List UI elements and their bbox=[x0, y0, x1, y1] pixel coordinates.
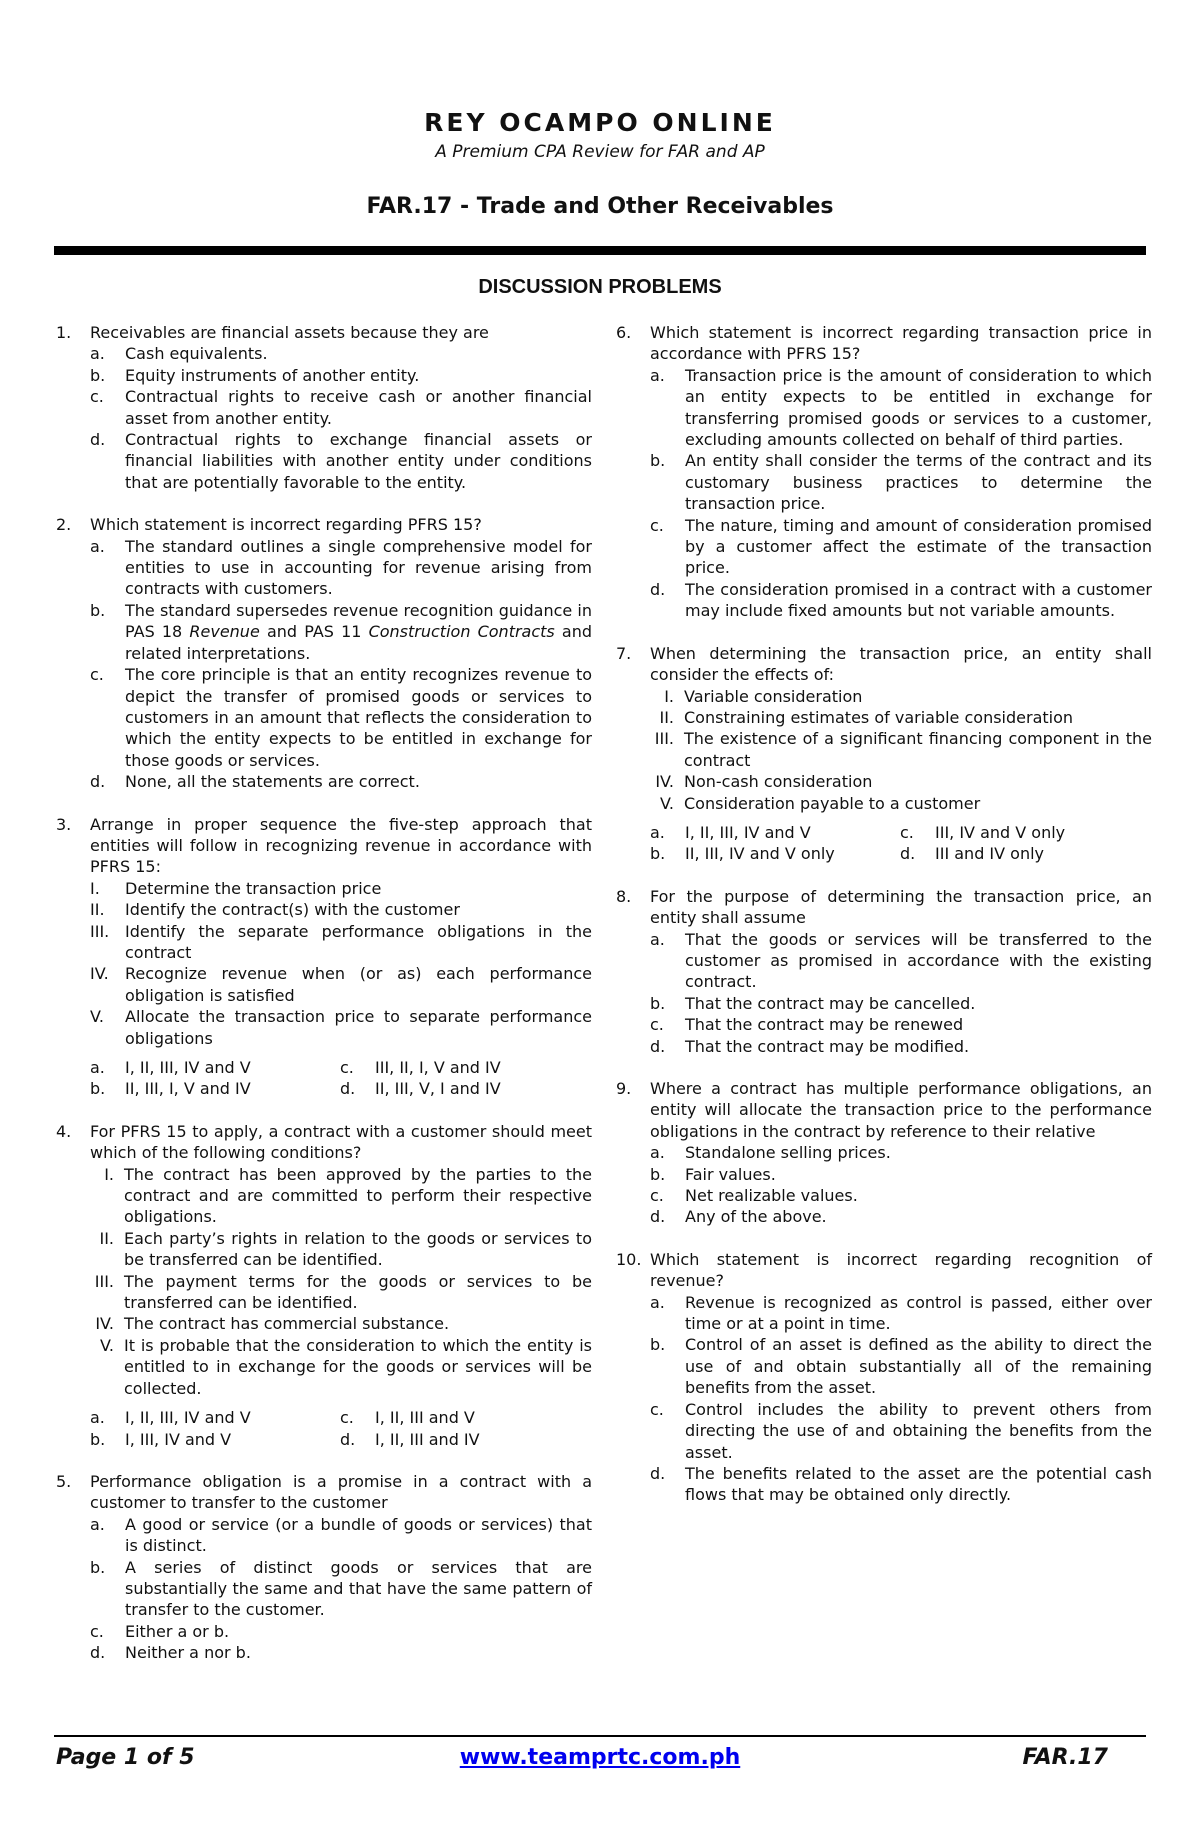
option bbox=[650, 579, 1152, 622]
roman-numeral: III. bbox=[94, 1271, 114, 1291]
option bbox=[650, 1164, 1152, 1185]
roman-item bbox=[650, 771, 1152, 792]
option-text: A series of distinct goods or services that are substantially the same and that have the same pattern of transfer to the customer. bbox=[125, 1557, 592, 1620]
choice-letter: b. bbox=[650, 844, 666, 864]
choice-letter: a. bbox=[90, 1408, 105, 1428]
option bbox=[90, 386, 592, 429]
question-9 bbox=[616, 1078, 1152, 1228]
option-letter: d. bbox=[90, 1643, 106, 1663]
option-text: None, all the statements are correct. bbox=[125, 772, 420, 792]
option bbox=[90, 771, 592, 792]
choice bbox=[90, 1407, 340, 1428]
item-text: Recognize revenue when (or as) each performance obligation is satisfied bbox=[125, 964, 592, 1005]
item-text: It is probable that the consideration to which the entity is entitled to in exchange for the goods or services will be collected. bbox=[124, 1335, 592, 1398]
roman-item bbox=[90, 899, 592, 920]
choice-text: I, II, III and V bbox=[375, 1408, 475, 1428]
choice bbox=[340, 1407, 592, 1428]
item-text: The existence of a significant financing component in the contract bbox=[684, 729, 1152, 770]
option-text: The core principle is that an entity recognizes revenue to depict the transfer of promised goods or services to customers in an amount that reflects the consideration to which the entity expects to be entitled in exchange for those goods or services. bbox=[125, 665, 592, 770]
option-letter: a. bbox=[90, 344, 105, 364]
option bbox=[650, 1014, 1152, 1035]
option bbox=[650, 1142, 1152, 1163]
choice-letter: c. bbox=[900, 822, 914, 842]
item-text: The payment terms for the goods or services to be transferred can be identified. bbox=[124, 1271, 592, 1313]
option-letter: a. bbox=[90, 536, 105, 556]
document-code: FAR.17 bbox=[1022, 1745, 1108, 1770]
option-text: That the contract may be renewed bbox=[685, 1015, 964, 1035]
roman-numeral: I. bbox=[664, 686, 674, 706]
roman-item bbox=[650, 728, 1152, 771]
choice-letter: c. bbox=[340, 1408, 354, 1428]
answer-choices bbox=[90, 1407, 592, 1450]
choice bbox=[90, 1429, 340, 1450]
option bbox=[650, 1399, 1152, 1463]
question-2 bbox=[56, 514, 592, 792]
question-8 bbox=[616, 886, 1152, 1057]
option bbox=[650, 450, 1152, 514]
standard-title: Construction Contracts bbox=[368, 622, 555, 642]
option-text: Equity instruments of another entity. bbox=[125, 365, 420, 385]
option-text: That the contract may be cancelled. bbox=[685, 993, 976, 1013]
option-text: The benefits related to the asset are the potential cash flows that may be obtained only directly. bbox=[685, 1463, 1152, 1505]
option-letter: b. bbox=[650, 1335, 666, 1355]
option-text: Standalone selling prices. bbox=[685, 1143, 891, 1163]
question-text: For the purpose of determining the transaction price, an entity shall assume bbox=[650, 886, 1152, 928]
choice-text: III, II, I, V and IV bbox=[375, 1058, 501, 1077]
choice-text: I, II, III, IV and V bbox=[125, 1408, 251, 1428]
roman-numeral: III. bbox=[654, 729, 674, 749]
option-text: The consideration promised in a contract with a customer may include fixed amounts but not variable amounts. bbox=[685, 579, 1152, 621]
roman-item bbox=[650, 707, 1152, 728]
item-text: The contract has been approved by the parties to the contract and are committed to perform their respective obligations. bbox=[124, 1164, 592, 1227]
roman-numeral: I. bbox=[104, 1164, 114, 1184]
question-1 bbox=[56, 322, 592, 493]
option bbox=[90, 1621, 592, 1642]
roman-numeral: III. bbox=[90, 921, 110, 941]
question-6 bbox=[616, 322, 1152, 622]
question-number: 8. bbox=[616, 886, 632, 906]
option-letter: b. bbox=[650, 993, 666, 1013]
choice bbox=[650, 843, 900, 864]
item-text: Constraining estimates of variable consideration bbox=[684, 707, 1074, 727]
roman-item bbox=[90, 963, 592, 1006]
roman-numeral: IV. bbox=[655, 772, 674, 792]
option-letter: a. bbox=[650, 929, 665, 949]
option bbox=[90, 536, 592, 600]
choice bbox=[90, 1078, 340, 1099]
choice bbox=[650, 822, 900, 843]
roman-numeral: I. bbox=[90, 878, 100, 898]
option bbox=[650, 1463, 1152, 1506]
chapter-title: FAR.17 - Trade and Other Receivables bbox=[366, 194, 834, 219]
choice bbox=[340, 1078, 592, 1099]
roman-item bbox=[90, 1228, 592, 1271]
option-letter: a. bbox=[650, 1292, 665, 1312]
question-text: Receivables are financial assets because they are bbox=[90, 323, 489, 342]
option-text-part: The standard supersedes revenue recognition guidance in PAS 18 bbox=[125, 600, 592, 642]
option bbox=[90, 1642, 592, 1663]
item-text: Identify the contract(s) with the customer bbox=[125, 900, 460, 920]
option-letter: c. bbox=[90, 665, 104, 685]
option-text: Revenue is recognized as control is passed, either over time or at a point in time. bbox=[685, 1292, 1152, 1334]
question-number: 7. bbox=[616, 643, 632, 663]
option-letter: c. bbox=[90, 1621, 104, 1641]
item-text: Identify the separate performance obligations in the contract bbox=[125, 921, 592, 962]
choice-text: I, II, III and IV bbox=[375, 1429, 480, 1449]
choice-text: III, IV and V only bbox=[935, 822, 1066, 842]
option-letter: d. bbox=[650, 1463, 666, 1483]
choice-text: II, III, I, V and IV bbox=[125, 1079, 251, 1099]
question-number: 2. bbox=[56, 515, 72, 535]
question-text: Which statement is incorrect regarding PFRS 15? bbox=[90, 515, 482, 535]
option-text: Fair values. bbox=[685, 1164, 776, 1184]
option-text: An entity shall consider the terms of the contract and its customary business practices to determine the transaction price. bbox=[685, 451, 1152, 514]
roman-item bbox=[90, 1313, 592, 1334]
choice-letter: b. bbox=[90, 1429, 106, 1449]
choice bbox=[900, 843, 1152, 864]
option-text: That the goods or services will be transferred to the customer as promised in accordance with the existing contract. bbox=[685, 929, 1152, 992]
option-letter: a. bbox=[650, 1143, 665, 1163]
option bbox=[90, 365, 592, 386]
choice-text: II, III, IV and V only bbox=[685, 844, 835, 864]
option bbox=[90, 1557, 592, 1621]
roman-item bbox=[90, 1164, 592, 1228]
question-text: Performance obligation is a promise in a contract with a customer to transfer to the customer bbox=[90, 1471, 592, 1513]
option-text: Any of the above. bbox=[685, 1207, 827, 1227]
choice-letter: a. bbox=[650, 822, 665, 842]
standard-title: Revenue bbox=[189, 622, 260, 642]
option-text: Transaction price is the amount of consideration to which an entity expects to be entitled in exchange for transferring promised goods or services to a customer, excluding amounts collected on behalf of third parties. bbox=[685, 365, 1152, 450]
item-text: Allocate the transaction price to separate performance obligations bbox=[125, 1007, 592, 1048]
question-3 bbox=[56, 814, 592, 1100]
option bbox=[650, 929, 1152, 993]
question-number: 5. bbox=[56, 1471, 72, 1491]
choice bbox=[340, 1429, 592, 1450]
roman-numeral: II. bbox=[90, 900, 105, 920]
option bbox=[650, 1185, 1152, 1206]
option-letter: d. bbox=[90, 772, 106, 792]
question-text: Arrange in proper sequence the five-step approach that entities will follow in recognizing revenue in accordance with PFRS 15: bbox=[90, 814, 592, 877]
page-number: Page 1 of 5 bbox=[56, 1745, 195, 1770]
choice-text: II, III, V, I and IV bbox=[375, 1079, 501, 1099]
question-text: Which statement is incorrect regarding transaction price in accordance with PFRS 15? bbox=[650, 323, 1152, 364]
option bbox=[650, 1334, 1152, 1398]
question-text: When determining the transaction price, an entity shall consider the effects of: bbox=[650, 643, 1152, 685]
option bbox=[90, 429, 592, 493]
left-column bbox=[56, 322, 592, 1685]
choice-text: I, II, III, IV and V bbox=[125, 1058, 251, 1077]
option bbox=[650, 1036, 1152, 1057]
option-letter: b. bbox=[650, 1164, 666, 1184]
choice-text: I, III, IV and V bbox=[125, 1429, 232, 1449]
option-text: Control includes the ability to prevent others from directing the use of and obtaining the benefits from the asset. bbox=[685, 1399, 1152, 1462]
option-letter: b. bbox=[90, 1557, 106, 1577]
option-letter: d. bbox=[90, 430, 106, 450]
answer-choices bbox=[650, 822, 1152, 865]
question-number: 6. bbox=[616, 323, 632, 342]
option-letter: c. bbox=[650, 1186, 664, 1206]
choice-letter: c. bbox=[340, 1058, 354, 1077]
roman-item bbox=[650, 793, 1152, 814]
option bbox=[650, 1206, 1152, 1227]
section-heading: DISCUSSION PROBLEMS bbox=[478, 276, 722, 298]
option-letter: c. bbox=[650, 515, 664, 535]
option-letter: c. bbox=[650, 1015, 664, 1035]
choice-letter: d. bbox=[340, 1429, 356, 1449]
choice bbox=[340, 1057, 592, 1078]
option-letter: d. bbox=[650, 1036, 666, 1056]
question-7 bbox=[616, 643, 1152, 865]
roman-numeral: V. bbox=[100, 1335, 114, 1355]
option bbox=[650, 1292, 1152, 1335]
roman-item bbox=[90, 1335, 592, 1399]
choice-letter: a. bbox=[90, 1058, 105, 1077]
option-text: Contractual rights to receive cash or another financial asset from another entity. bbox=[125, 387, 592, 428]
roman-item bbox=[90, 1006, 592, 1049]
roman-numeral: V. bbox=[90, 1007, 104, 1027]
option-text-part: and related interpretations. bbox=[125, 622, 593, 663]
item-text: Each party’s rights in relation to the goods or services to be transferred can be identified. bbox=[124, 1228, 592, 1270]
question-text: For PFRS 15 to apply, a contract with a customer should meet which of the following conditions? bbox=[90, 1121, 592, 1163]
option bbox=[90, 600, 592, 664]
right-column bbox=[616, 322, 1152, 1527]
choice bbox=[90, 1057, 340, 1078]
option-text: The nature, timing and amount of consideration promised by a customer affect the estimate of the transaction price. bbox=[685, 515, 1152, 578]
question-number: 4. bbox=[56, 1121, 72, 1141]
option bbox=[650, 993, 1152, 1014]
question-text: Which statement is incorrect regarding recognition of revenue? bbox=[650, 1249, 1152, 1291]
brand-title: REY OCAMPO ONLINE bbox=[424, 108, 776, 137]
question-number: 10. bbox=[616, 1249, 642, 1269]
choice-letter: d. bbox=[340, 1079, 356, 1099]
item-text: Determine the transaction price bbox=[125, 878, 382, 898]
item-text: The contract has commercial substance. bbox=[124, 1314, 450, 1334]
option bbox=[650, 515, 1152, 579]
option-text: Contractual rights to exchange financial assets or financial liabilities with another entity under conditions that are potentially favorable to the entity. bbox=[125, 430, 592, 492]
item-text: Non-cash consideration bbox=[684, 772, 873, 792]
option-letter: a. bbox=[90, 1514, 105, 1534]
brand-subtitle: A Premium CPA Review for FAR and AP bbox=[435, 142, 765, 162]
answer-choices bbox=[90, 1057, 592, 1100]
choice-letter: d. bbox=[900, 844, 916, 864]
footer-divider bbox=[54, 1735, 1146, 1737]
option-text: Neither a nor b. bbox=[125, 1643, 251, 1663]
question-text: Where a contract has multiple performance obligations, an entity will allocate the transaction price to the performance obligations in the contract by reference to their relative bbox=[650, 1079, 1152, 1141]
question-number: 9. bbox=[616, 1079, 632, 1098]
option bbox=[650, 365, 1152, 451]
roman-numeral: V. bbox=[660, 793, 674, 813]
option-text: Cash equivalents. bbox=[125, 344, 268, 364]
option-letter: b. bbox=[650, 451, 666, 471]
choice-text: III and IV only bbox=[935, 844, 1045, 864]
option-text: Either a or b. bbox=[125, 1621, 230, 1641]
option-letter: d. bbox=[650, 579, 666, 599]
item-text: Consideration payable to a customer bbox=[684, 793, 981, 813]
option-text bbox=[125, 600, 592, 664]
option-letter: b. bbox=[90, 600, 106, 620]
option-text-part: and PAS 11 bbox=[259, 622, 369, 642]
question-number: 1. bbox=[56, 323, 72, 342]
question-5 bbox=[56, 1471, 592, 1664]
option-text: Net realizable values. bbox=[685, 1186, 858, 1206]
roman-numeral: II. bbox=[659, 707, 674, 727]
roman-numeral: IV. bbox=[95, 1314, 114, 1334]
question-10 bbox=[616, 1249, 1152, 1506]
question-number: 3. bbox=[56, 814, 72, 834]
option-letter: c. bbox=[90, 387, 104, 407]
choice bbox=[900, 822, 1152, 843]
roman-numeral: II. bbox=[99, 1228, 114, 1248]
option bbox=[90, 343, 592, 364]
choice-text: I, II, III, IV and V bbox=[685, 822, 811, 842]
roman-item bbox=[650, 686, 1152, 707]
option-text: That the contract may be modified. bbox=[685, 1036, 970, 1056]
header-divider bbox=[54, 246, 1146, 255]
roman-numeral: IV. bbox=[90, 964, 109, 984]
choice-letter: b. bbox=[90, 1079, 106, 1099]
option-text: Control of an asset is defined as the ability to direct the use of and obtain substantially all of the remaining benefits from the asset. bbox=[685, 1335, 1152, 1398]
roman-item bbox=[90, 1271, 592, 1314]
question-4 bbox=[56, 1121, 592, 1450]
option-text: A good or service (or a bundle of goods or services) that is distinct. bbox=[125, 1514, 592, 1556]
option bbox=[90, 664, 592, 771]
option-letter: d. bbox=[650, 1207, 666, 1227]
option bbox=[90, 1514, 592, 1557]
option-text: The standard outlines a single comprehensive model for entities to use in accounting for revenue arising from contracts with customers. bbox=[125, 536, 592, 599]
roman-item bbox=[90, 921, 592, 964]
item-text: Variable consideration bbox=[684, 686, 863, 706]
roman-item bbox=[90, 878, 592, 899]
option-letter: c. bbox=[650, 1399, 664, 1419]
website-link[interactable]: www.teamprtc.com.ph bbox=[459, 1745, 741, 1770]
option-letter: a. bbox=[650, 365, 665, 385]
option-letter: b. bbox=[90, 365, 106, 385]
